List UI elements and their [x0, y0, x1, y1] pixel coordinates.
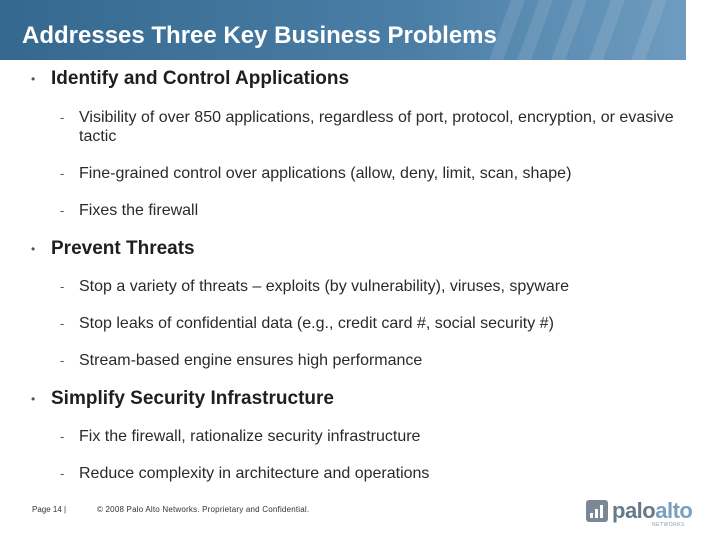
- bullet-dot: •: [31, 242, 36, 256]
- bullet-dot: •: [31, 392, 36, 406]
- sub-bullet-dash: -: [60, 466, 65, 481]
- sub-bullet-text: Fine-grained control over applications (allow, deny, limit, scan, shape): [79, 165, 572, 182]
- sub-bullet-text: Fix the firewall, rationalize security infrastructure: [79, 428, 421, 445]
- sub-bullet-dash: -: [60, 203, 65, 218]
- logo-word-alto: alto: [655, 498, 693, 523]
- bullet-dot: •: [31, 72, 36, 86]
- slide-title: Addresses Three Key Business Problems: [22, 22, 497, 49]
- logo-word-palo: palo: [612, 498, 656, 523]
- sub-bullet-text: Fixes the firewall: [79, 202, 199, 219]
- sub-bullet-dash: -: [60, 316, 65, 331]
- page-number: Page 14 |: [32, 505, 67, 514]
- bullet-heading: Simplify Security Infrastructure: [51, 388, 334, 409]
- sub-bullet-dash: -: [60, 166, 65, 181]
- sub-bullet-text: Visibility of over 850 applications, regardless of port, protocol, encryption, or evasive tactic: [79, 109, 674, 145]
- logo-subtext: NETWORKS: [652, 522, 685, 528]
- sub-bullet-dash: -: [60, 110, 65, 125]
- sub-bullet-dash: -: [60, 279, 65, 294]
- copyright-notice: © 2008 Palo Alto Networks. Proprietary and Confidential.: [97, 505, 310, 514]
- sub-bullet-text: Stop leaks of confidential data (e.g., credit card #, social security #): [79, 315, 554, 332]
- sub-bullet-dash: -: [60, 353, 65, 368]
- sub-bullet-text: Reduce complexity in architecture and operations: [79, 465, 430, 482]
- sub-bullet-text: Stream-based engine ensures high performance: [79, 352, 423, 369]
- bullet-heading: Prevent Threats: [51, 238, 195, 259]
- logo-wordmark: [612, 498, 692, 524]
- bullet-heading: Identify and Control Applications: [51, 68, 350, 89]
- company-logo: [586, 498, 693, 528]
- sub-bullet-text: Stop a variety of threats – exploits (by vulnerability), viruses, spyware: [79, 278, 569, 295]
- sub-bullet-dash: -: [60, 429, 65, 444]
- logo-mark-icon: [586, 500, 608, 522]
